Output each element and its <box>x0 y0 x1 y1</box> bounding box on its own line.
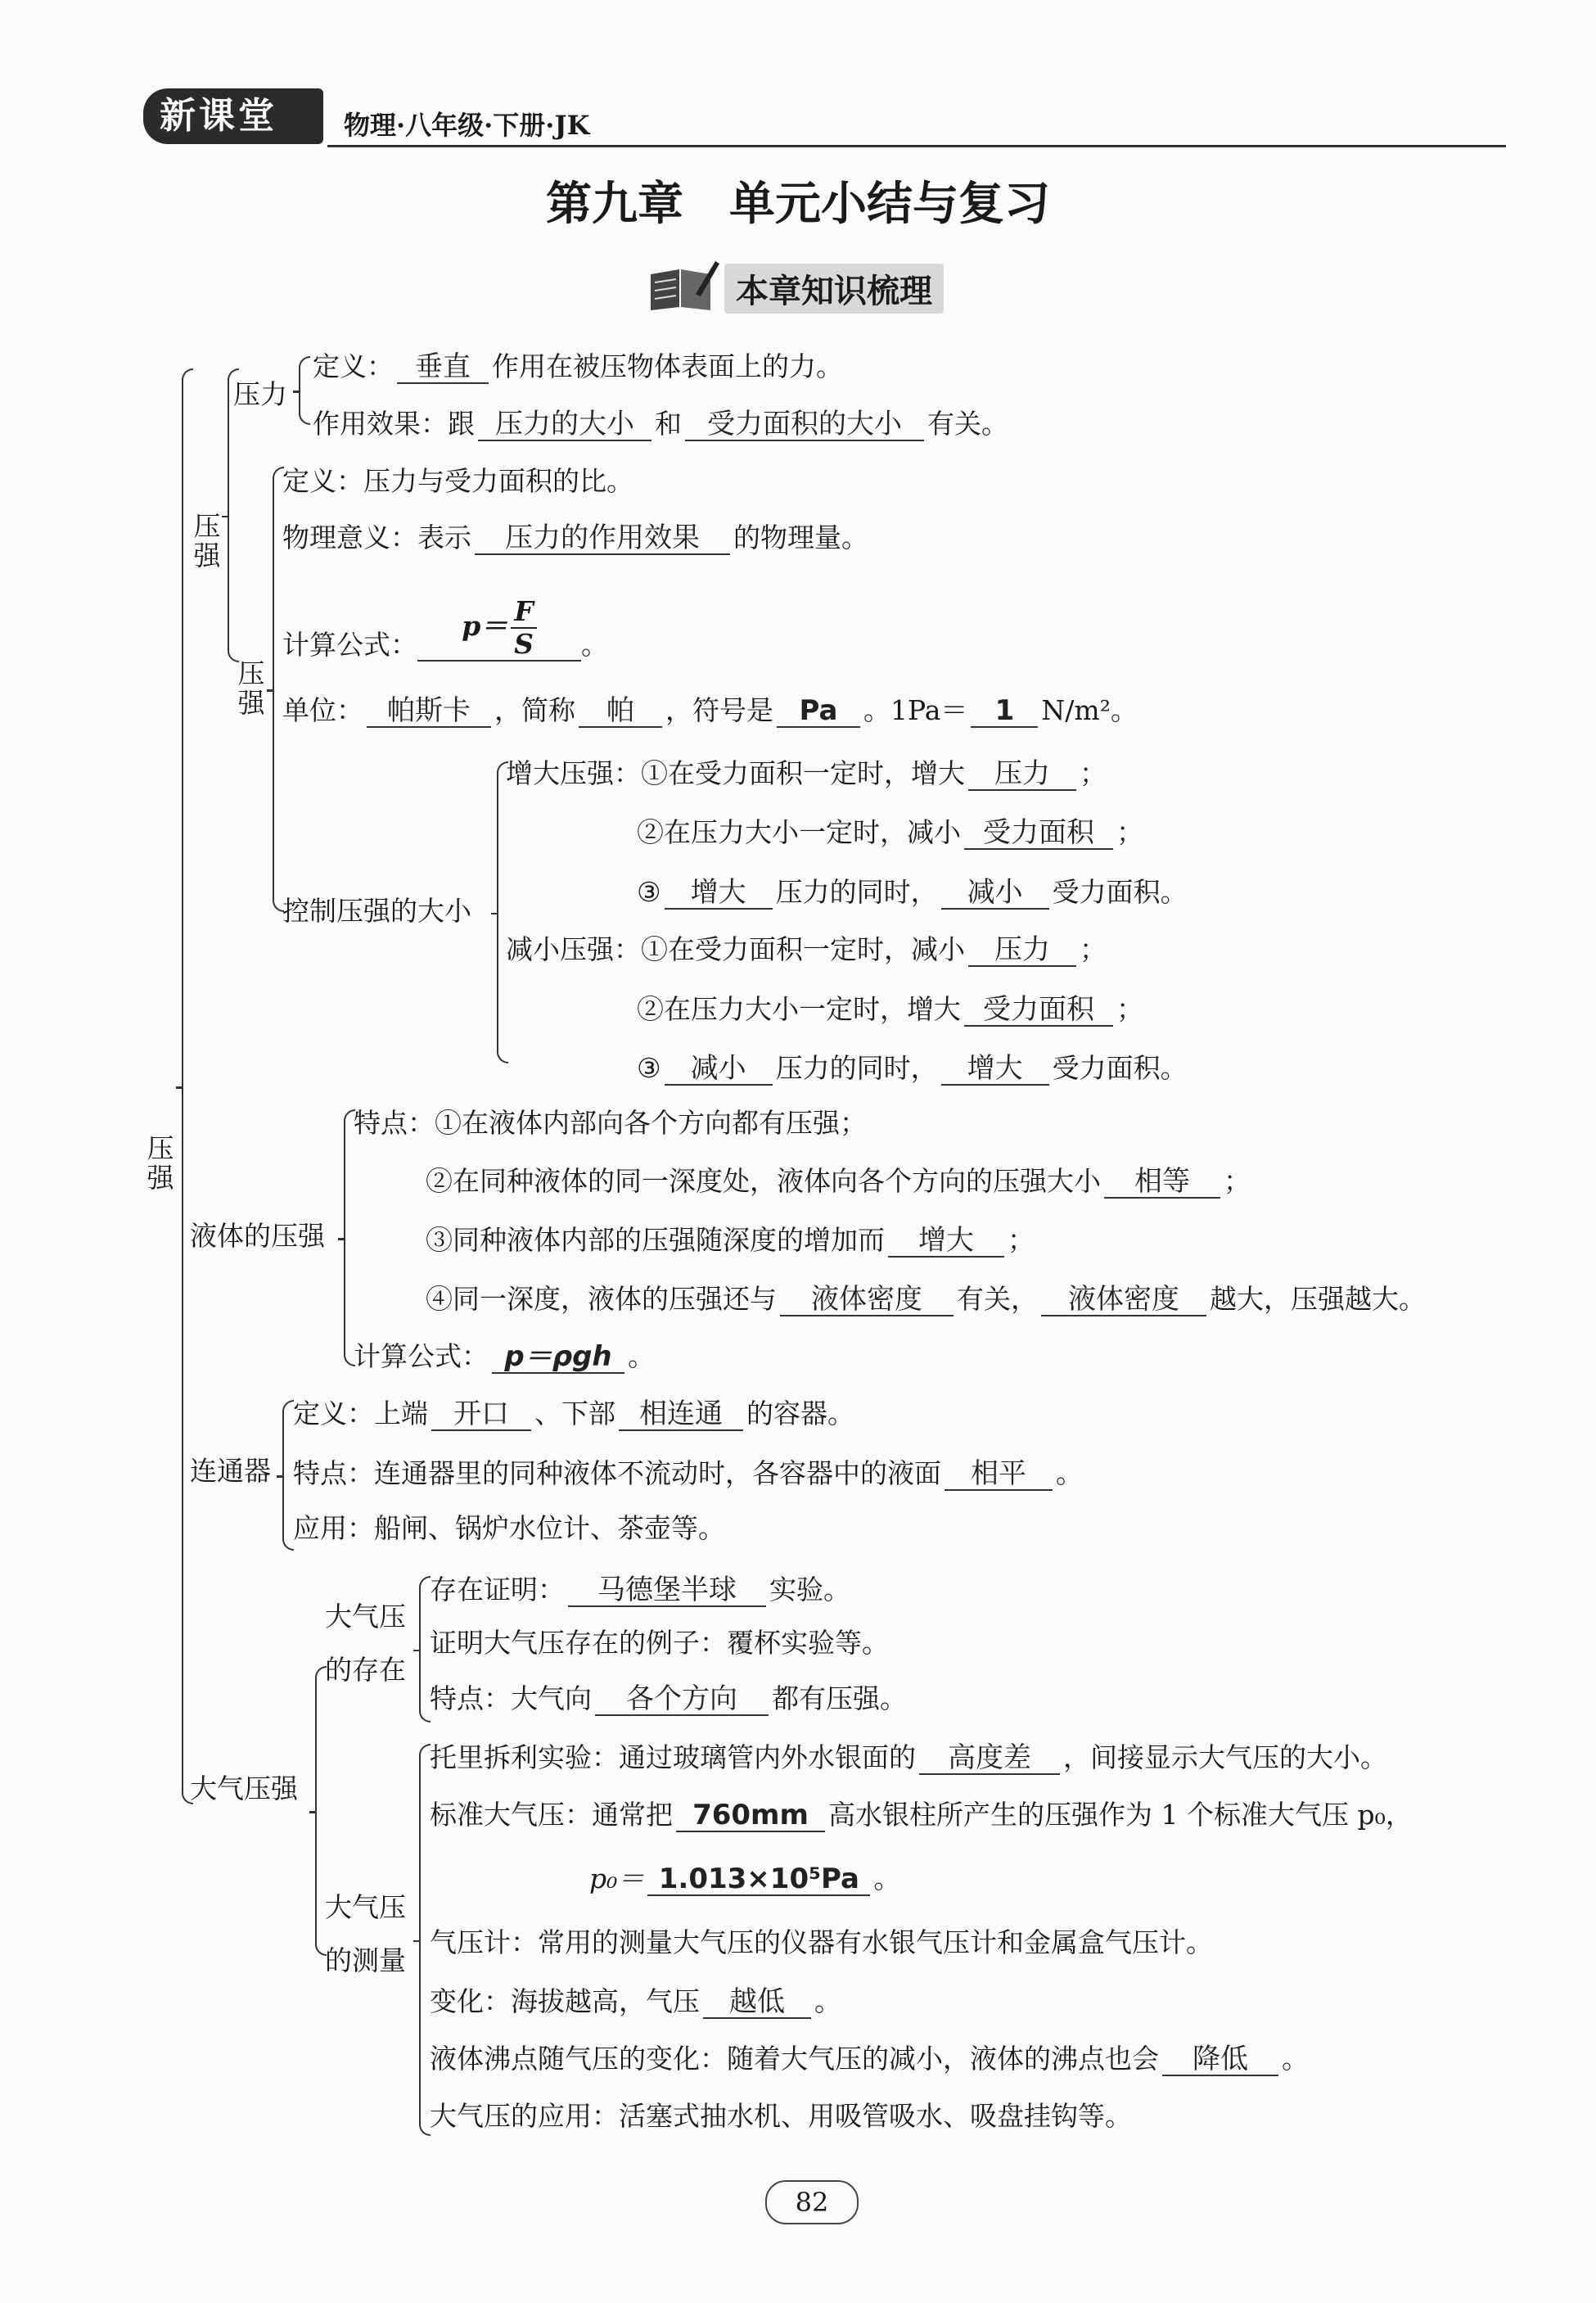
decrease-line-1 <box>506 933 1107 967</box>
atmos-label: 大气压强 <box>190 1772 298 1804</box>
increase-line-2 <box>637 816 1143 850</box>
blank-lcalc: p＝ρgh <box>492 1341 624 1374</box>
formula-numerator: F <box>511 596 536 629</box>
blank-inc2: 受力面积 <box>964 817 1113 850</box>
proof-post: 实验。 <box>769 1574 850 1605</box>
book-pen-icon <box>647 258 720 312</box>
lf3-post: ； <box>1008 1224 1035 1256</box>
lf3-pre: ③同种液体内部的压强随深度的增加而 <box>426 1224 885 1256</box>
level2-brace <box>228 368 239 662</box>
connector-label: 连通器 <box>190 1455 271 1487</box>
blank-inc3a: 增大 <box>665 877 773 910</box>
altitude-line <box>430 1985 841 2019</box>
inc3-pre: ③ <box>637 876 661 908</box>
blank-dec3b: 增大 <box>941 1053 1049 1086</box>
lcalc-pre: 计算公式： <box>354 1340 489 1372</box>
inc2-pre: ②在压力大小一定时，减小 <box>637 816 961 848</box>
dec3-pre: ③ <box>637 1052 661 1084</box>
torricelli-line <box>430 1741 1387 1775</box>
section-heading: 本章知识梳理 <box>724 264 944 314</box>
blank-std: 760mm <box>676 1800 825 1832</box>
control-label: 控制压强的大小 <box>282 895 471 927</box>
force-def-pre: 定义： <box>313 350 394 382</box>
root-label: 压强 <box>147 1132 174 1194</box>
pressure-unit-line <box>282 694 1138 728</box>
exist-label-1: 大气压 <box>325 1601 406 1632</box>
lf4-pre: ④同一深度，液体的压强还与 <box>426 1283 777 1315</box>
connector-def-line <box>293 1398 854 1431</box>
header-logo <box>143 88 323 144</box>
dec1-post: ； <box>1080 933 1107 965</box>
blank-proof: 马德堡半球 <box>568 1574 766 1607</box>
lf4-post: 越大，压强越大。 <box>1210 1283 1426 1315</box>
blank-inc3b: 减小 <box>941 877 1049 910</box>
blank-tor: 高度差 <box>919 1742 1060 1775</box>
liquid-feature-4 <box>426 1283 1426 1316</box>
dec2-post: ； <box>1116 993 1143 1025</box>
measure-label-1: 大气压 <box>325 1891 406 1923</box>
tor-pre: 托里拆利实验：通过玻璃管内外水银面的 <box>430 1741 916 1773</box>
inc1-post: ； <box>1080 757 1107 789</box>
blank-unit-short: 帕 <box>579 695 662 728</box>
inc2-post: ； <box>1116 816 1143 848</box>
lf2-pre: ②在同种液体的同一深度处，液体向各个方向的压强大小 <box>426 1165 1101 1197</box>
barometer-line: 气压计：常用的测量大气压的仪器有水银气压计和金属盒气压计。 <box>430 1926 1213 1958</box>
increase-line-3 <box>637 876 1188 910</box>
blank-cfeat: 相平 <box>945 1458 1053 1491</box>
connector-feature-line <box>293 1457 1083 1491</box>
formula-post: 。 <box>581 629 608 661</box>
blank-lf4a: 液体密度 <box>780 1284 954 1316</box>
liquid-formula-line <box>354 1340 655 1374</box>
control-brace <box>497 761 508 1063</box>
blank-p0: 1.013×10⁵Pa <box>647 1863 870 1896</box>
exist-brace <box>419 1576 431 1723</box>
dec-label: 减小压强： <box>506 933 641 965</box>
blank-dec2: 受力面积 <box>964 994 1113 1027</box>
header-rule <box>327 145 1506 147</box>
cdef-pre: 定义：上端 <box>293 1398 428 1429</box>
lf4-mid: 有关， <box>957 1283 1038 1315</box>
pressure-outer-label: 压强 <box>193 510 221 571</box>
unit-mid3: 。1Pa＝ <box>863 694 968 726</box>
change-post: 。 <box>814 1985 841 2017</box>
unit-pre: 单位： <box>282 694 363 726</box>
formula-p: p＝ <box>462 610 508 642</box>
root-brace <box>182 368 193 1804</box>
formula-pre: 计算公式： <box>282 629 417 661</box>
blank-boil: 降低 <box>1162 2043 1278 2076</box>
blank-meaning: 压力的作用效果 <box>475 522 730 555</box>
decrease-line-2 <box>637 993 1143 1027</box>
liquid-brace <box>344 1109 355 1366</box>
afeat-pre: 特点：大气向 <box>430 1682 592 1714</box>
blank-change: 越低 <box>703 1986 811 2019</box>
formula-denominator: S <box>514 628 534 660</box>
cdef-post: 的容器。 <box>746 1398 854 1429</box>
boil-post: 。 <box>1282 2043 1309 2075</box>
exist-label-2: 的存在 <box>325 1654 406 1686</box>
blank-unit-symbol: Pa <box>777 695 860 728</box>
boil-pre: 液体沸点随气压的变化：随着大气压的减小，液体的沸点也会 <box>430 2043 1159 2075</box>
blank-afeat: 各个方向 <box>595 1683 769 1716</box>
pressure-formula-line <box>282 580 608 662</box>
force-def-line <box>313 350 843 384</box>
force-effect-line <box>313 408 1008 441</box>
proof-pre: 存在证明： <box>430 1574 565 1605</box>
p0-post: 。 <box>873 1863 901 1894</box>
pressure-inner-label: 压强 <box>237 657 265 719</box>
lf2-post: ； <box>1224 1165 1251 1197</box>
header-subtitle: 物理·八年级·下册·JK <box>344 110 590 141</box>
increase-line-1 <box>506 757 1107 791</box>
std-pre: 标准大气压：通常把 <box>430 1799 673 1831</box>
blank-force-size: 压力的大小 <box>478 409 651 441</box>
formula-blank <box>417 596 581 662</box>
change-pre: 变化：海拔越高，气压 <box>430 1985 700 2017</box>
connector-brace <box>282 1400 294 1551</box>
pressure-def: 定义：压力与受力面积的比。 <box>282 465 633 497</box>
blank-lf4b: 液体密度 <box>1041 1284 1206 1316</box>
afeat-post: 都有压强。 <box>772 1682 907 1714</box>
dec3-post: 受力面积。 <box>1052 1052 1188 1084</box>
force-eff-post: 有关。 <box>927 408 1008 440</box>
blank-cdef2: 相连通 <box>619 1398 743 1431</box>
blank-lf3: 增大 <box>888 1225 1004 1258</box>
blank-dec1: 压力 <box>968 934 1076 967</box>
p0-line <box>589 1863 900 1896</box>
unit-mid2: ，符号是 <box>665 694 773 726</box>
blank-cdef1: 开口 <box>431 1398 531 1431</box>
dec2-pre: ②在压力大小一定时，增大 <box>637 993 961 1025</box>
liquid-feature-3 <box>426 1224 1035 1258</box>
inc-label: 增大压强： <box>506 757 641 789</box>
blank-lf2: 相等 <box>1104 1166 1220 1199</box>
inc3-post: 受力面积。 <box>1052 876 1188 908</box>
boiling-line <box>430 2043 1309 2076</box>
blank-area-size: 受力面积的大小 <box>685 409 924 441</box>
blank-dec3a: 减小 <box>665 1053 773 1086</box>
p0-pre: p₀＝ <box>589 1863 645 1894</box>
force-label: 压力 <box>233 378 287 410</box>
decrease-line-3 <box>637 1052 1188 1086</box>
inc1-pre: ①在受力面积一定时，增大 <box>641 757 965 789</box>
blank-unit: 帕斯卡 <box>367 695 491 728</box>
meaning-post: 的物理量。 <box>733 522 868 553</box>
lcalc-post: 。 <box>628 1340 655 1372</box>
cfeat-post: 。 <box>1056 1457 1083 1489</box>
force-eff-mid: 和 <box>655 408 682 440</box>
blank-inc1: 压力 <box>968 758 1076 791</box>
std-post: 高水银柱所产生的压强作为 1 个标准大气压 p₀， <box>828 1799 1413 1831</box>
proof-example: 证明大气压存在的例子：覆杯实验等。 <box>430 1627 889 1659</box>
force-def-post: 作用在被压物体表面上的力。 <box>492 350 843 382</box>
blank-force-def: 垂直 <box>397 351 489 384</box>
force-brace <box>299 356 310 425</box>
standard-line <box>430 1799 1413 1832</box>
cfeat-pre: 特点：连通器里的同种液体不流动时，各容器中的液面 <box>293 1457 941 1489</box>
inc3-mid: 压力的同时， <box>775 876 938 908</box>
cdef-mid: 、下部 <box>534 1398 615 1429</box>
logo-text: 新课堂 <box>160 95 277 137</box>
connector-app: 应用：船闸、锅炉水位计、茶壶等。 <box>293 1512 725 1544</box>
pressure-meaning-line <box>282 522 868 555</box>
atmos-feature-line <box>430 1682 907 1716</box>
liquid-feature-1: 特点：①在液体内部向各个方向都有压强； <box>354 1107 867 1139</box>
tor-post: ，间接显示大气压的大小。 <box>1063 1741 1387 1773</box>
meaning-pre: 物理意义：表示 <box>282 522 471 553</box>
force-eff-pre: 作用效果：跟 <box>313 408 475 440</box>
dec3-mid: 压力的同时， <box>775 1052 938 1084</box>
liquid-label: 液体的压强 <box>190 1220 325 1252</box>
proof-line <box>430 1574 850 1607</box>
unit-post: N/m²。 <box>1041 694 1138 726</box>
measure-brace <box>419 1744 431 2136</box>
page-number: 82 <box>765 2180 859 2224</box>
unit-mid1: ，简称 <box>494 694 575 726</box>
measure-label-2: 的测量 <box>325 1944 406 1976</box>
blank-unit-value: 1 <box>971 695 1038 728</box>
atmos-app: 大气压的应用：活塞式抽水机、用吸管吸水、吸盘挂钩等。 <box>430 2100 1132 2132</box>
dec1-pre: ①在受力面积一定时，减小 <box>641 933 965 965</box>
liquid-feature-2 <box>426 1165 1251 1199</box>
formula-fraction <box>511 596 536 660</box>
chapter-title: 第九章 单元小结与复习 <box>546 177 1050 231</box>
